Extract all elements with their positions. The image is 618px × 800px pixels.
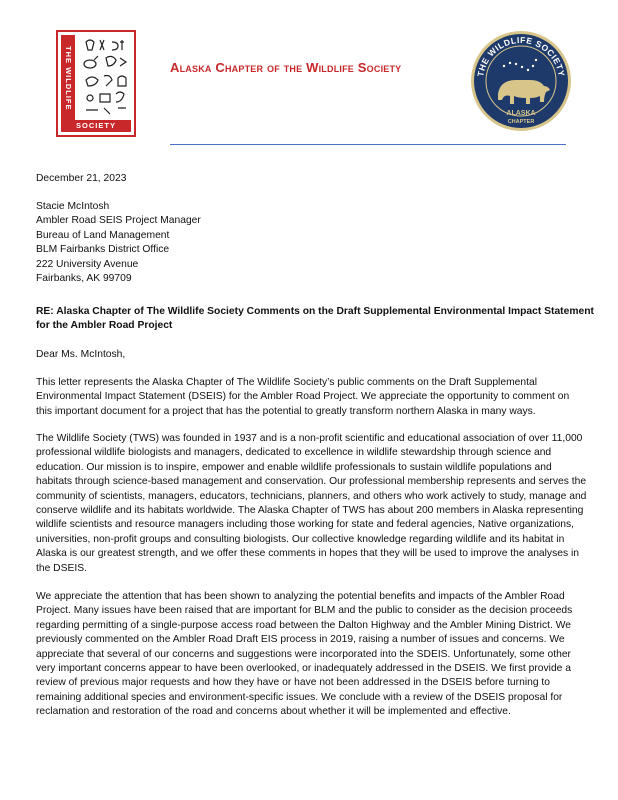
salutation: Dear Ms. McIntosh, — [36, 349, 126, 360]
svg-text:THE WILDLIFE SOCIETY: THE WILDLIFE SOCIETY — [475, 34, 567, 78]
address-line: Stacie McIntosh — [36, 201, 110, 212]
body-paragraph: The Wildlife Society (TWS) was founded in 1937 and is a non-profit scientific and educational association of over 11,000 professional wildlife biologists and managers, dedicated to excellence in wildlife stewardship through science and education. Our mission is to inspire, empower and enable wildlife professionals to sustain wildlife populations and habitats through science-based management and conservation. Our professional membership represents and serves the community of scientists, managers, educators, technicians, planners, and others who work actively to study, manage and conserve wildlife and its habitats worldwide. The Alaska Chapter of TWS has about 200 members in Alaska representing wildlife scientists and resource managers including those working for state and federal agencies, Native organizations, universities, non-profit groups and consulting biologists. Our collective knowledge regarding wildlife and its habitat in Alaska is our greatest strength, and we offer these comments in hopes that they will be used to improve the analyses in the DSEIS. — [36, 433, 587, 574]
logo-society-text: SOCIETY — [61, 120, 131, 132]
svg-text:CHAPTER: CHAPTER — [507, 119, 535, 125]
address-line: Fairbanks, AK 99709 — [36, 273, 132, 285]
letter-date: December 21, 2023 — [36, 173, 127, 184]
recipient-address — [36, 200, 201, 286]
address-line: Ambler Road SEIS Project Manager — [36, 215, 201, 227]
organization-title: Alaska Chapter of the Wildlife Society — [170, 60, 402, 75]
logo-vertical-text: THE WILDLIFE — [64, 45, 73, 111]
alaska-chapter-seal-logo — [470, 30, 572, 132]
address-line: 222 University Avenue — [36, 258, 139, 270]
svg-text:ALASKA: ALASKA — [506, 110, 536, 117]
body-paragraph: This letter represents the Alaska Chapter of The Wildlife Society’s public comments on the Draft Supplemental Environmental Impact Statement (DSEIS) for the Ambler Road Project. We appreciate the opportunity to comment on this important document for a project that has the potential to greatly transform northern Alaska in many ways. — [36, 377, 570, 417]
address-line: BLM Fairbanks District Office — [36, 244, 170, 256]
body-paragraph: We appreciate the attention that has been shown to analyzing the potential benefits and impacts of the Ambler Road Project. Many issues have been raised that are important for BLM and the public to consider as the decision proceeds regarding permitting of a single-purpose access road between the Dalton Highway and the Ambler Mining District. We previously commented on the Ambler Road Draft EIS process in 2019, raising a number of issues and concerns. We appreciate that several of our concerns and suggestions were incorporated into the SDEIS. Unfortunately, some other very important concerns appear to have been overlooked, or inadequately addressed in the DSEIS. We first provide a review of previous major requests and how they have or have not been addressed in the DSEIS before turning to remaining additional species and environment-specific issues. We conclude with a review of the DSEIS proposal for reclamation and restoration of the road and concerns about whether it will be implemented and effective. — [36, 591, 573, 718]
hieroglyph-icon — [80, 36, 132, 120]
wildlife-society-logo — [56, 30, 136, 137]
address-line: Bureau of Land Management — [36, 229, 170, 241]
header-divider — [170, 144, 566, 145]
subject-line: RE: Alaska Chapter of The Wildlife Society Comments on the Draft Supplemental Environmental Impact Statement for the Ambler Road Project — [36, 306, 594, 332]
